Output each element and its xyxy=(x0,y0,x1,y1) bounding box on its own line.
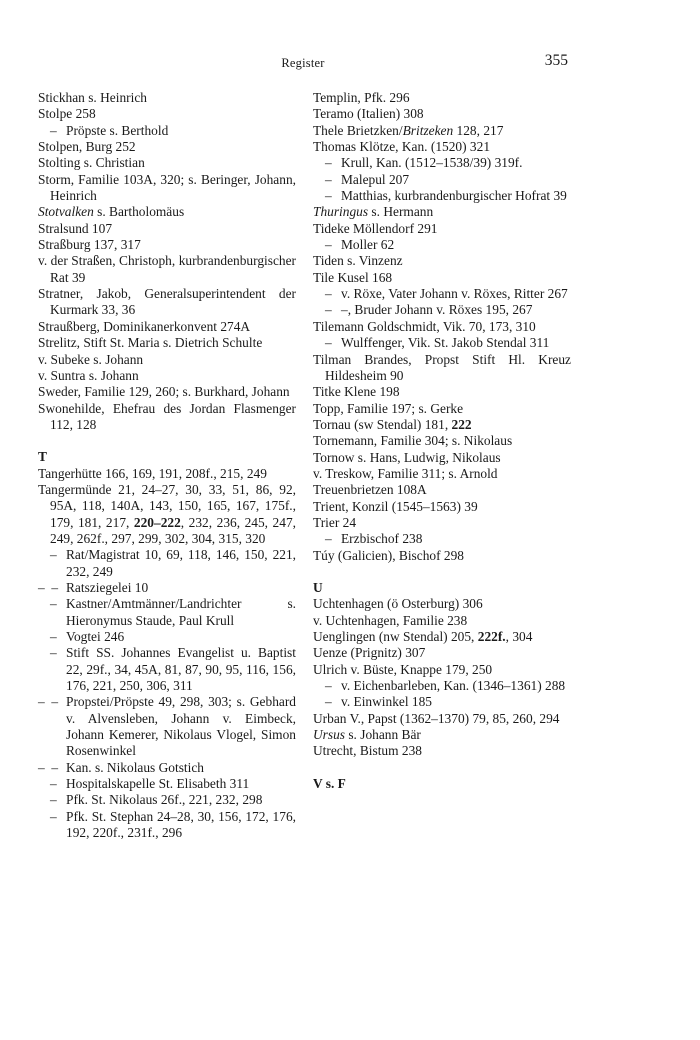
index-entry: Tornow s. Hans, Ludwig, Nikolaus xyxy=(313,449,501,465)
index-entry: Stolpe 258 xyxy=(38,106,96,122)
index-column-right xyxy=(313,90,571,792)
index-subentry: – v. Eichenbarleben, Kan. (1346–1361) 288 xyxy=(325,678,566,694)
index-entry: Tiden s. Vinzenz xyxy=(313,253,403,269)
page-header xyxy=(38,52,568,76)
index-entry: Túy (Galicien), Bischof 298 xyxy=(313,547,464,563)
index-entry: Stratner, Jakob, Generalsuperintendent der Kurmark 33, 36 xyxy=(38,286,296,318)
index-entry: Strelitz, Stift St. Maria s. Dietrich Schulte xyxy=(38,335,263,351)
index-entry: Treuenbrietzen 108A xyxy=(313,482,427,498)
index-entry: Trier 24 xyxy=(313,514,357,530)
index-entry: Straßburg 137, 317 xyxy=(38,237,141,253)
index-entry: Ulrich v. Büste, Knappe 179, 250 xyxy=(313,661,493,677)
section-letter: U xyxy=(313,579,323,595)
index-entry: Teramo (Italien) 308 xyxy=(313,106,424,122)
index-entry: Storm, Familie 103A, 320; s. Beringer, Johann, Heinrich xyxy=(38,171,296,204)
index-entry: Tangermünde 21, 24–27, 30, 33, 51, 86, 92, 95A, 118, 140A, 143, 150, 165, 167, 175f., 179, 181, 217, 220–222, 232, 236, 245, 247, 249, 262f., 297, 299, 302, 304, 315, 320 xyxy=(38,481,296,546)
index-entry: Stotvalken s. Bartholomäus xyxy=(38,204,185,220)
index-entry: Stolpen, Burg 252 xyxy=(38,139,136,155)
index-subentry: – – Propstei/Pröpste 49, 298, 303; s. Gebhard v. Alvensleben, Johann v. Eimbeck, Johann Kemerer, Nikolaus Vlogel, Simon Rosenwinkel xyxy=(38,694,296,759)
index-subentry: – Pfk. St. Nikolaus 26f., 221, 232, 298 xyxy=(50,792,263,808)
index-entry: Straußberg, Dominikanerkonvent 274A xyxy=(38,318,251,334)
running-title: Register xyxy=(281,56,325,70)
index-subentry: – – Kan. s. Nikolaus Gotstich xyxy=(38,759,204,775)
index-entry: Ursus s. Johann Bär xyxy=(313,727,421,743)
index-subentry: – v. Röxe, Vater Johann v. Röxes, Ritter 267 xyxy=(325,286,568,302)
index-subentry: – Krull, Kan. (1512–1538/39) 319f. xyxy=(325,155,523,171)
index-subentry: – Moller 62 xyxy=(325,237,395,253)
index-entry: Uenze (Prignitz) 307 xyxy=(313,645,426,661)
index-subentry: – Pröpste s. Berthold xyxy=(50,122,169,138)
index-entry: Sweder, Familie 129, 260; s. Burkhard, Johann xyxy=(38,384,290,400)
index-subentry: – – Ratsziegelei 10 xyxy=(38,579,149,595)
index-subentry: – Malepul 207 xyxy=(325,171,410,187)
index-entry: v. Uchtenhagen, Familie 238 xyxy=(313,612,468,628)
index-subentry: – Hospitalskapelle St. Elisabeth 311 xyxy=(50,776,250,792)
index-subentry: – Vogtei 246 xyxy=(50,629,125,644)
index-entry: Trient, Konzil (1545–1563) 39 xyxy=(313,498,478,514)
index-subentry: – Stift SS. Johannes Evangelist u. Baptist 22, 29f., 34, 45A, 81, 87, 90, 95, 116, 156, 176, 221, 250, 306, 311 xyxy=(50,645,296,694)
index-entry: Tilemann Goldschmidt, Vik. 70, 173, 310 xyxy=(313,318,536,334)
index-entry: Templin, Pfk. 296 xyxy=(313,90,410,105)
index-entry: Uenglingen (nw Stendal) 205, 222f., 304 xyxy=(313,629,533,644)
index-entry: v. Treskow, Familie 311; s. Arnold xyxy=(313,465,498,481)
index-entry: Tile Kusel 168 xyxy=(313,269,393,285)
index-entry: v. der Straßen, Christoph, kurbrandenburgischer Rat 39 xyxy=(38,253,296,285)
index-entry: Tideke Möllendorf 291 xyxy=(313,220,438,236)
index-subentry: – –, Bruder Johann v. Röxes 195, 267 xyxy=(325,302,533,318)
index-entry: v. Subeke s. Johann xyxy=(38,351,144,367)
index-entry: Stralsund 107 xyxy=(38,220,113,236)
index-entry: Utrecht, Bistum 238 xyxy=(313,743,422,759)
index-subentry: – Matthias, kurbrandenburgischer Hofrat 39 xyxy=(325,188,567,204)
dash: – xyxy=(50,122,57,138)
index-subentry: – Wulffenger, Vik. St. Jakob Stendal 311 xyxy=(325,335,550,351)
page-number: 355 xyxy=(544,52,568,69)
index-entry: Topp, Familie 197; s. Gerke xyxy=(313,400,464,416)
index-entry: Stickhan s. Heinrich xyxy=(38,90,147,105)
index-subentry: – Kastner/Amtmänner/Landrichter s. Hieronymus Staude, Paul Krull xyxy=(50,596,296,628)
index-entry: Stolting s. Christian xyxy=(38,155,145,171)
index-entry: Tornemann, Familie 304; s. Nikolaus xyxy=(313,433,513,449)
index-entry: Thele Brietzken/Britzeken 128, 217 xyxy=(313,122,504,138)
index-entry: Tornau (sw Stendal) 181, 222 xyxy=(313,416,472,432)
section-letter: V s. F xyxy=(313,775,346,791)
index-entry: Titke Klene 198 xyxy=(313,384,400,400)
index-entry: Uchtenhagen (ö Osterburg) 306 xyxy=(313,596,483,612)
index-subentry: – v. Einwinkel 185 xyxy=(325,694,432,710)
index-entry: Swonehilde, Ehefrau des Jordan Flasmenger 112, 128 xyxy=(38,400,296,432)
index-entry: v. Suntra s. Johann xyxy=(38,367,139,383)
index-subentry: – Rat/Magistrat 10, 69, 118, 146, 150, 221, 232, 249 xyxy=(50,547,296,579)
index-subentry: – Erzbischof 238 xyxy=(325,531,423,547)
index-entry: Tangerhütte 166, 169, 191, 208f., 215, 249 xyxy=(38,465,267,481)
section-letter: T xyxy=(38,449,47,465)
index-entry: Urban V., Papst (1362–1370) 79, 85, 260, 294 xyxy=(313,710,560,726)
index-entry: Thomas Klötze, Kan. (1520) 321 xyxy=(313,139,491,155)
index-subentry: – Pfk. St. Stephan 24–28, 30, 156, 172, 176, 192, 220f., 231f., 296 xyxy=(50,808,296,841)
index-entry: Thuringus s. Hermann xyxy=(313,204,434,220)
index-column-left xyxy=(38,90,296,841)
index-entry: Tilman Brandes, Propst Stift Hl. Kreuz Hildesheim 90 xyxy=(313,351,571,383)
